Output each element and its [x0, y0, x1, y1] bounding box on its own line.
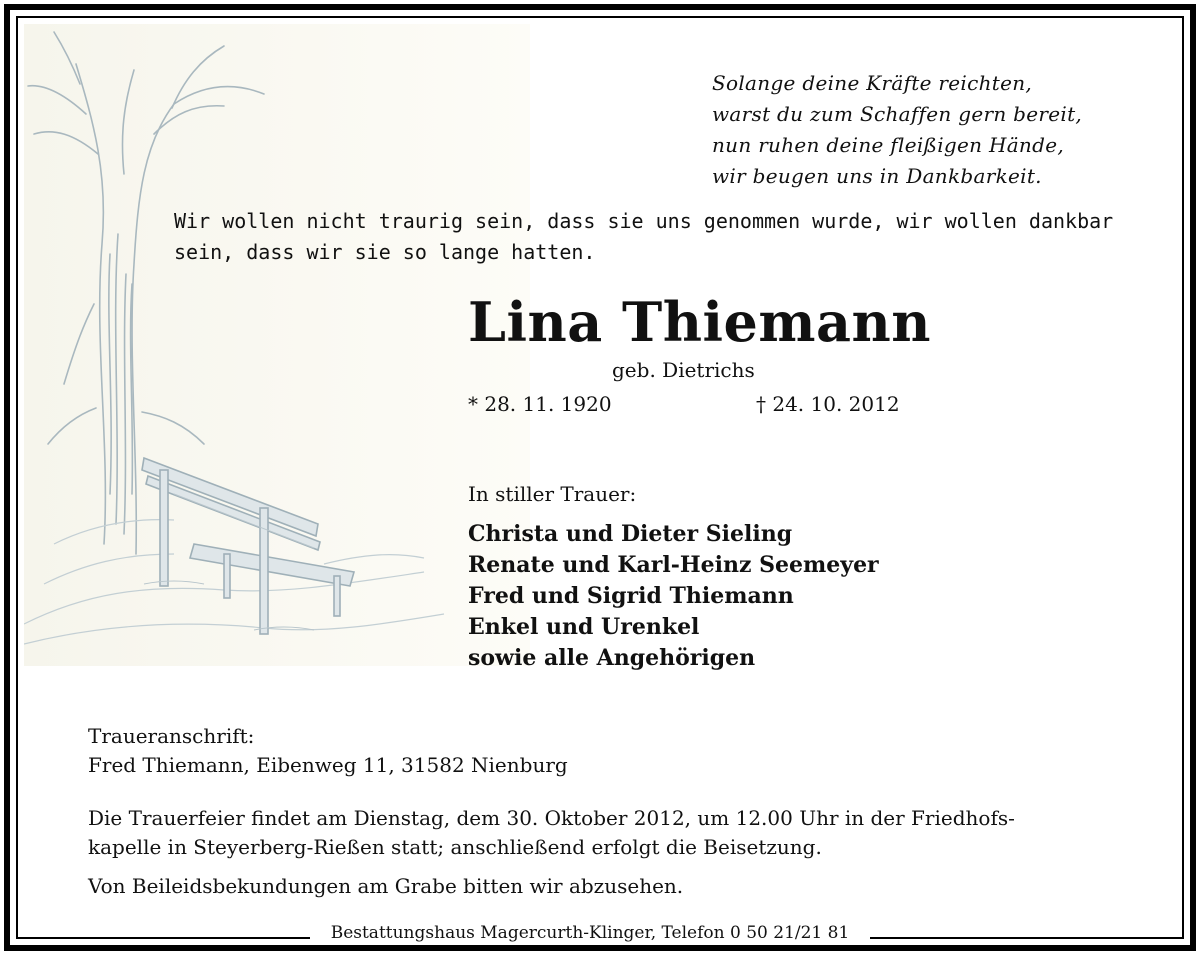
- address-label: Traueranschrift:: [88, 724, 255, 748]
- poem: [712, 68, 1082, 192]
- tree-bench-illustration: [24, 24, 530, 666]
- mourners-list: [468, 519, 879, 674]
- birth-date: * 28. 11. 1920: [468, 392, 612, 416]
- deceased-name: Lina Thiemann: [468, 290, 931, 354]
- mourner: Renate und Karl-Heinz Seemeyer: [468, 552, 879, 578]
- mourner: Enkel und Urenkel: [468, 614, 700, 640]
- funeral-home-footer: Bestattungshaus Magercurth-Klinger, Telefon 0 50 21/21 81: [310, 922, 870, 944]
- poem-line: Solange deine Kräfte reichten,: [712, 71, 1033, 95]
- service-line: kapelle in Steyerberg-Rießen statt; anschließend erfolgt die Beisetzung.: [88, 835, 822, 859]
- quote-line: Wir wollen nicht traurig sein, dass sie uns genommen wurde, wir wollen dankbar: [174, 209, 1114, 233]
- address-value: Fred Thiemann, Eibenweg 11, 31582 Nienburg: [88, 753, 568, 777]
- birth-name: geb. Dietrichs: [612, 358, 755, 382]
- service-notice: [88, 804, 1015, 862]
- quote-line: sein, dass wir sie so lange hatten.: [174, 240, 596, 264]
- mourner: Fred und Sigrid Thiemann: [468, 583, 794, 609]
- poem-line: nun ruhen deine fleißigen Hände,: [712, 133, 1065, 157]
- mourner: Christa und Dieter Sieling: [468, 521, 793, 547]
- condolence-request: Von Beileidsbekundungen am Grabe bitten wir abzusehen.: [88, 874, 684, 898]
- death-date: † 24. 10. 2012: [756, 392, 900, 416]
- poem-line: wir beugen uns in Dankbarkeit.: [712, 164, 1042, 188]
- mourning-address: [88, 722, 568, 780]
- service-line: Die Trauerfeier findet am Dienstag, dem 30. Oktober 2012, um 12.00 Uhr in der Friedhofs-: [88, 806, 1015, 830]
- mourning-label: In stiller Trauer:: [468, 482, 637, 506]
- poem-line: warst du zum Schaffen gern bereit,: [712, 102, 1083, 126]
- quote: [174, 206, 1134, 268]
- mourner: sowie alle Angehörigen: [468, 645, 756, 671]
